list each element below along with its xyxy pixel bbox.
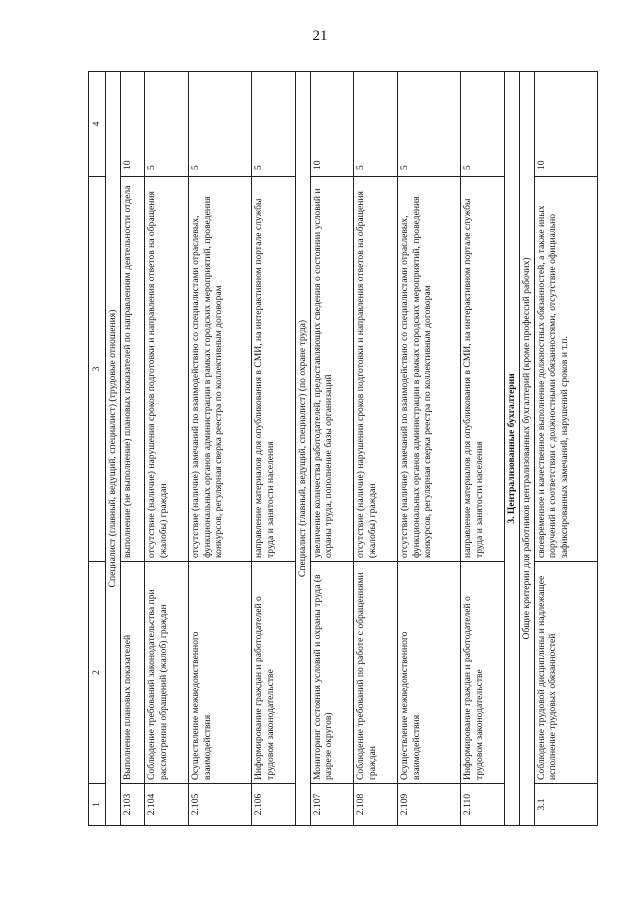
criterion-cell: Соблюдение трудовой дисциплины и надлежащее исполнение трудовых обязанностей (534, 562, 597, 784)
table-row (252, 72, 296, 826)
criterion-cell: Соблюдение требований по работе с обращениями граждан (354, 562, 398, 784)
indicator-cell: отсутствие (наличие) замечаний по взаимодействию со специалистами отраслевых, функциональных органов администрации в рамках городских мероприятий, проведения конкурсов, регулярная сверка реестра по коллективным договорам (189, 177, 252, 562)
points-cell: 5 (461, 72, 505, 177)
section-row (504, 72, 519, 826)
table-body (106, 72, 598, 826)
points-cell: 5 (145, 72, 189, 177)
section-title: Общие критерии для работников централизованных бухгалтерий (кроме профессий рабочих) (519, 72, 534, 826)
indicator-cell: направление материалов для опубликования в СМИ, на интерактивном портале службы труда и занятости населения (252, 177, 296, 562)
section-title: Специалист (главный, ведущий, специалист) (трудовые отношения) (106, 72, 121, 826)
row-number: 2.107 (310, 784, 354, 826)
column-header: 3 (89, 177, 106, 562)
table-row (189, 72, 252, 826)
indicator-cell: направление материалов для опубликования в СМИ, на интерактивном портале службы труда и занятости населения (461, 177, 505, 562)
criteria-table (88, 71, 598, 826)
row-number: 2.110 (461, 784, 505, 826)
criterion-cell: Соблюдение требований законодательства при рассмотрении обращений (жалоб) граждан (145, 562, 189, 784)
criterion-cell: Выполнение плановых показателей (121, 562, 145, 784)
row-number: 2.104 (145, 784, 189, 826)
table-row (145, 72, 189, 826)
section-row (519, 72, 534, 826)
row-number: 2.103 (121, 784, 145, 826)
section-title: 3. Централизованные бухгалтерии (504, 72, 519, 826)
column-header: 4 (89, 72, 106, 177)
criterion-cell: Мониторинг состояния условий и охраны труда (в разрезе округов) (310, 562, 354, 784)
indicator-cell: своевременное и качественное выполнение должностных обязанностей, а также иных поручений в соответствии с должностными обязанностями, отсутствие официально зафиксированных замечаний, нарушений сроков и т.п. (534, 177, 597, 562)
table-row (398, 72, 461, 826)
criterion-cell: Информирование граждан и работодателей о трудовом законодательстве (252, 562, 296, 784)
criterion-cell: Осуществление межведомственного взаимодействия (189, 562, 252, 784)
section-row (106, 72, 121, 826)
row-number: 2.106 (252, 784, 296, 826)
row-number: 2.105 (189, 784, 252, 826)
row-number: 2.109 (398, 784, 461, 826)
header-row (89, 72, 106, 826)
points-cell: 5 (252, 72, 296, 177)
criterion-cell: Информирование граждан и работодателей о трудовом законодательстве (461, 562, 505, 784)
column-header: 2 (89, 562, 106, 784)
column-header: 1 (89, 784, 106, 826)
rotated-table-container (88, 72, 598, 826)
row-number: 3.1 (534, 784, 597, 826)
points-cell: 5 (398, 72, 461, 177)
points-cell: 5 (354, 72, 398, 177)
section-title: Специалист (главный, ведущий, специалист) (по охране труда) (295, 72, 310, 826)
section-row (295, 72, 310, 826)
indicator-cell: увеличение количества работодателей, предоставляющих сведения о состоянии условий и охраны труда, пополнение базы организаций (310, 177, 354, 562)
table-row (461, 72, 505, 826)
indicator-cell: отсутствие (наличие) нарушения сроков подготовки и направления ответов на обращения (жалобы) граждан (145, 177, 189, 562)
points-cell: 10 (534, 72, 597, 177)
indicator-cell: отсутствие (наличие) замечаний по взаимодействию со специалистами отраслевых, функциональных органов администрации в рамках городских мероприятий, проведения конкурсов, регулярная сверка реестра по коллективным договорам (398, 177, 461, 562)
table-row (121, 72, 145, 826)
indicator-cell: отсутствие (наличие) нарушения сроков подготовки и направления ответов на обращения (жалобы) граждан (354, 177, 398, 562)
points-cell: 10 (310, 72, 354, 177)
table-row (534, 72, 597, 826)
criterion-cell: Осуществление межведомственного взаимодействия (398, 562, 461, 784)
row-number: 2.108 (354, 784, 398, 826)
points-cell: 10 (121, 72, 145, 177)
page-number: 21 (312, 28, 328, 44)
points-cell: 5 (189, 72, 252, 177)
table-row (310, 72, 354, 826)
indicator-cell: выполнение (не выполнение) плановых показателей по направлениям деятельности отдела (121, 177, 145, 562)
table-row (354, 72, 398, 826)
